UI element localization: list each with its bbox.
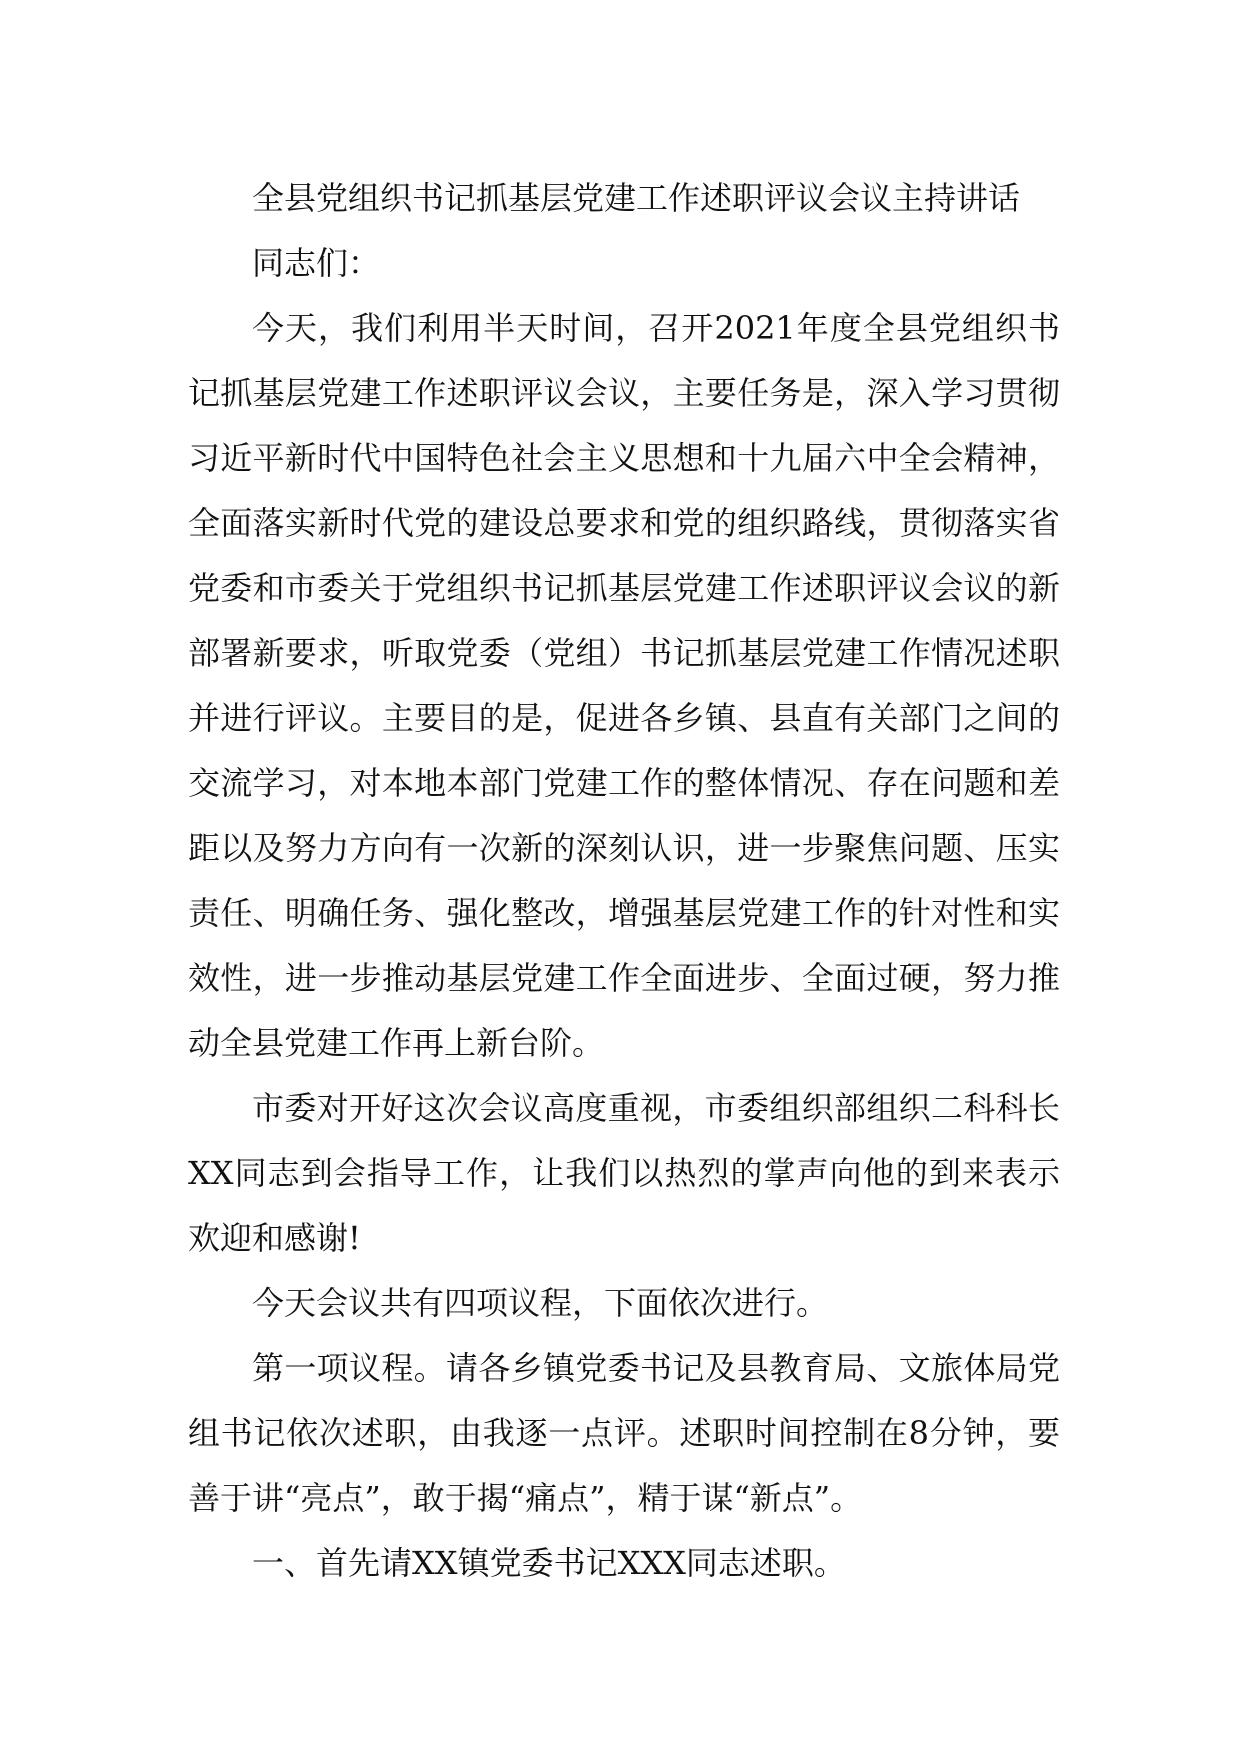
- document-body: [188, 166, 1060, 1596]
- document-title: 全县党组织书记抓基层党建工作述职评议会议主持讲话: [252, 179, 1021, 217]
- intro-paragraph: 今天，我们利用半天时间，召开2021年度全县党组织书记抓基层党建工作述职评议会议，主要任务是，深入学习贯彻习近平新时代中国特色社会主义思想和十九届六中全会精神，全面落实新时代党的建设总要求和党的组织路线，贯彻落实省党委和市委关于党组织书记抓基层党建工作述职评议会议的新部署新要求，听取党委（党组）书记抓基层党建工作情况述职并进行评议。主要目的是，促进各乡镇、县直有关部门之间的交流学习，对本地本部门党建工作的整体情况、存在问题和差距以及努力方向有一次新的深刻认识，进一步聚焦问题、压实责任、明确任务、强化整改，增强基层党建工作的针对性和实效性，进一步推动基层党建工作全面进步、全面过硬，努力推动全县党建工作再上新台阶。: [188, 309, 1060, 1062]
- first-agenda-paragraph: 第一项议程。请各乡镇党委书记及县教育局、文旅体局党组书记依次述职，由我逐一点评。述职时间控制在8分钟，要善于讲“亮点”，敢于揭“痛点”，精于谋“新点”。: [188, 1349, 1060, 1517]
- first-speaker-paragraph: 一、首先请XX镇党委书记XXX同志述职。: [252, 1544, 846, 1582]
- salutation-paragraph: 同志们：: [252, 244, 381, 282]
- agenda-paragraph: 今天会议共有四项议程，下面依次进行。: [252, 1284, 829, 1322]
- welcome-paragraph: 市委对开好这次会议高度重视，市委组织部组织二科科长XX同志到会指导工作，让我们以热烈的掌声向他的到来表示欢迎和感谢!: [188, 1089, 1060, 1257]
